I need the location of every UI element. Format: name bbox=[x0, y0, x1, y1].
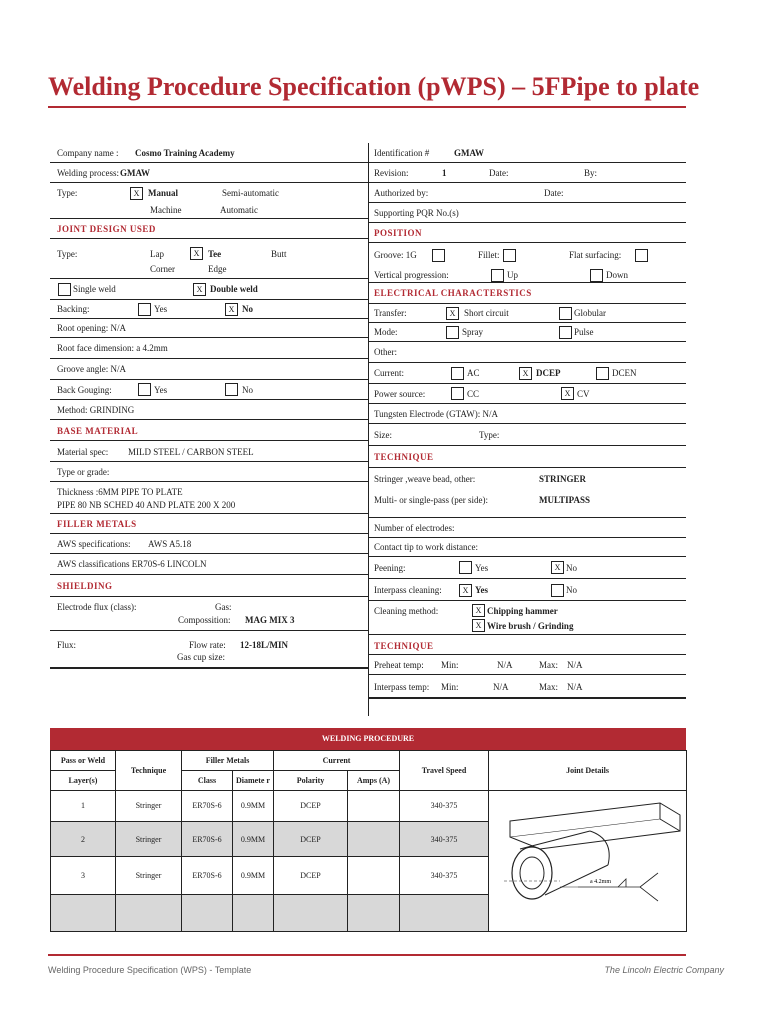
cv-label: CV bbox=[577, 389, 590, 399]
stringer-label: Stringer ,weave bead, other: bbox=[374, 474, 476, 484]
globular-checkbox[interactable] bbox=[559, 307, 572, 320]
current-label: Current: bbox=[374, 368, 404, 378]
interpass-temp-label: Interpass temp: bbox=[374, 682, 430, 692]
cell-pass[interactable]: 2 bbox=[51, 821, 116, 856]
electrode-flux-row bbox=[50, 597, 368, 631]
ac-label: AC bbox=[467, 368, 480, 378]
technique2-section-title: TECHNIQUE bbox=[374, 641, 434, 651]
transfer-label: Transfer: bbox=[374, 308, 407, 318]
authorized-label: Authorized by: bbox=[374, 188, 429, 198]
flux-label: Flux: bbox=[57, 640, 77, 650]
joint-section-row bbox=[50, 219, 368, 239]
cell-travel[interactable]: 340-375 bbox=[400, 857, 489, 894]
flow-rate-value[interactable]: 12-18L/MIN bbox=[240, 640, 288, 650]
power-source-row bbox=[369, 384, 686, 404]
size-label: Size: bbox=[374, 430, 392, 440]
dcep-checkbox[interactable]: X bbox=[519, 367, 532, 380]
peening-yes-label: Yes bbox=[475, 563, 489, 573]
tee-label: Tee bbox=[208, 249, 222, 259]
cell-technique[interactable]: Stringer bbox=[116, 791, 182, 822]
chipping-label: Chipping hammer bbox=[487, 606, 558, 616]
ident-value[interactable]: GMAW bbox=[454, 148, 484, 158]
machine-label: Machine bbox=[150, 205, 182, 215]
base-section-title: BASE MATERIAL bbox=[57, 426, 139, 436]
cell-pass[interactable] bbox=[51, 894, 116, 931]
tungsten-row bbox=[369, 404, 686, 424]
company-label: Company name : bbox=[57, 148, 119, 158]
material-spec-label: Material spec: bbox=[57, 447, 109, 457]
cell-diameter[interactable]: 0.9MM bbox=[233, 857, 274, 894]
gas-label: Gas: bbox=[215, 602, 232, 612]
up-checkbox[interactable] bbox=[491, 269, 504, 282]
cell-technique[interactable] bbox=[116, 894, 182, 931]
revision-value[interactable]: 1 bbox=[442, 168, 447, 178]
pulse-label: Pulse bbox=[574, 327, 594, 337]
cc-label: CC bbox=[467, 389, 480, 399]
cell-amps[interactable] bbox=[348, 857, 400, 894]
backing-no-label: No bbox=[242, 304, 253, 314]
revision-date-label: Date: bbox=[489, 168, 509, 178]
short-circuit-label: Short circuit bbox=[464, 308, 509, 318]
backing-row bbox=[50, 300, 368, 319]
pulse-checkbox[interactable] bbox=[559, 326, 572, 339]
interpass-row bbox=[369, 579, 686, 601]
material-spec-value[interactable]: MILD STEEL / CARBON STEEL bbox=[128, 447, 254, 457]
cell-travel[interactable]: 340-375 bbox=[400, 791, 489, 822]
flat-surfacing-label: Flat surfacing: bbox=[569, 250, 622, 260]
cell-pass[interactable]: 1 bbox=[51, 791, 116, 822]
root-opening-row bbox=[50, 319, 368, 338]
table-row bbox=[51, 791, 687, 822]
pqr-label: Supporting PQR No.(s) bbox=[374, 208, 459, 218]
title-divider bbox=[48, 106, 686, 108]
technique2-section-row bbox=[369, 635, 686, 655]
gouging-yes-label: Yes bbox=[154, 385, 168, 395]
shielding-section-title: SHIELDING bbox=[57, 581, 113, 591]
process-value[interactable]: GMAW bbox=[120, 168, 150, 178]
semi-auto-label: Semi-automatic bbox=[222, 188, 279, 198]
cell-travel[interactable]: 340-375 bbox=[400, 821, 489, 856]
fillet-checkbox[interactable] bbox=[503, 249, 516, 262]
interpass-min-label: Min: bbox=[441, 682, 459, 692]
by-label: By: bbox=[584, 168, 598, 178]
welding-procedure bbox=[50, 728, 686, 932]
root-opening: Root opening: N/A bbox=[57, 323, 126, 333]
lap-label: Lap bbox=[150, 249, 164, 259]
joint-detail-diagram bbox=[490, 791, 686, 929]
backing-yes-checkbox[interactable] bbox=[138, 303, 151, 316]
ident-label: Identification # bbox=[374, 148, 430, 158]
cell-class[interactable]: ER70S-6 bbox=[182, 857, 233, 894]
left-column bbox=[50, 143, 368, 716]
ident-row bbox=[369, 143, 686, 163]
chipping-checkbox[interactable]: X bbox=[472, 604, 485, 617]
cv-checkbox[interactable]: X bbox=[561, 387, 574, 400]
gouging-no-checkbox[interactable] bbox=[225, 383, 238, 396]
double-weld-checkbox[interactable]: X bbox=[193, 283, 206, 296]
header-row-1 bbox=[51, 751, 687, 771]
cell-amps[interactable] bbox=[348, 791, 400, 822]
cell-amps[interactable] bbox=[348, 821, 400, 856]
header-polarity: Polarity bbox=[274, 771, 348, 791]
multi-pass-label: Multi- or single-pass (per side): bbox=[374, 495, 488, 505]
joint-section-title: JOINT DESIGN USED bbox=[57, 224, 156, 234]
gouging-no-label: No bbox=[242, 385, 253, 395]
joint-type-row bbox=[50, 239, 368, 279]
spray-label: Spray bbox=[462, 327, 483, 337]
multi-pass-value[interactable]: MULTIPASS bbox=[539, 495, 591, 505]
ac-checkbox[interactable] bbox=[451, 367, 464, 380]
cell-diameter[interactable]: 0.9MM bbox=[233, 821, 274, 856]
flow-rate-label: Flow rate: bbox=[189, 640, 226, 650]
header-technique: Technique bbox=[116, 751, 182, 791]
preheat-row bbox=[369, 655, 686, 675]
mode-label: Mode: bbox=[374, 327, 398, 337]
dcen-checkbox[interactable] bbox=[596, 367, 609, 380]
type-grade-label: Type or grade: bbox=[57, 467, 110, 477]
method-row bbox=[50, 400, 368, 420]
backing-label: Backing: bbox=[57, 304, 90, 314]
peening-no-checkbox[interactable]: X bbox=[551, 561, 564, 574]
interpass-temp-row bbox=[369, 675, 686, 699]
joint-details-cell bbox=[489, 791, 687, 932]
thickness-row bbox=[50, 482, 368, 514]
contact-tip-row bbox=[369, 538, 686, 557]
procedure-heading: WELDING PROCEDURE bbox=[50, 728, 686, 750]
num-electrodes-row bbox=[369, 518, 686, 538]
aws-spec-row bbox=[50, 534, 368, 554]
flux-row bbox=[50, 631, 368, 669]
revision-row bbox=[369, 163, 686, 183]
process-row bbox=[50, 163, 368, 183]
cell-polarity[interactable]: DCEP bbox=[274, 791, 348, 822]
position-row bbox=[369, 243, 686, 283]
preheat-label: Preheat temp: bbox=[374, 660, 424, 670]
type-label: Type: bbox=[57, 188, 78, 198]
position-section-row bbox=[369, 223, 686, 243]
peening-yes-checkbox[interactable] bbox=[459, 561, 472, 574]
vertical-label: Vertical progression: bbox=[374, 270, 449, 280]
procedure-table bbox=[50, 750, 687, 932]
root-face: Root face dimension: a 4.2mm bbox=[57, 343, 168, 353]
interpass-no-checkbox[interactable] bbox=[551, 584, 564, 597]
header-pass: Pass or Weld bbox=[51, 751, 116, 771]
cell-amps[interactable] bbox=[348, 894, 400, 931]
authorized-date-label: Date: bbox=[544, 188, 564, 198]
method: Method: GRINDING bbox=[57, 405, 135, 415]
up-label: Up bbox=[507, 270, 518, 280]
electrical-section-row bbox=[369, 283, 686, 304]
footer-template-label: Welding Procedure Specification (WPS) - Template bbox=[48, 965, 252, 975]
cell-polarity[interactable]: DCEP bbox=[274, 857, 348, 894]
groove-checkbox[interactable] bbox=[432, 249, 445, 262]
preheat-max-label: Max: bbox=[539, 660, 558, 670]
joint-dimension-label: a 4.2mm bbox=[589, 879, 611, 885]
gas-cup-label: Gas cup size: bbox=[177, 652, 225, 662]
technique-section-row bbox=[369, 446, 686, 468]
composition-value[interactable]: MAG MIX 3 bbox=[245, 615, 295, 625]
cell-polarity[interactable]: DCEP bbox=[274, 821, 348, 856]
footer-company: The Lincoln Electric Company bbox=[604, 965, 724, 975]
electrical-section-title: ELECTRICAL CHARACTERSTICS bbox=[374, 288, 532, 298]
num-electrodes-label: Number of electrodes: bbox=[374, 523, 455, 533]
backing-yes-label: Yes bbox=[154, 304, 168, 314]
aws-class: AWS classifications ER70S-6 LINCOLN bbox=[57, 559, 207, 569]
header-filler: Filler Metals bbox=[182, 751, 274, 771]
peening-no-label: No bbox=[566, 563, 577, 573]
flat-surfacing-checkbox[interactable] bbox=[635, 249, 648, 262]
fillet-label: Fillet: bbox=[478, 250, 500, 260]
cell-pass[interactable]: 3 bbox=[51, 857, 116, 894]
butt-label: Butt bbox=[271, 249, 287, 259]
interpass-yes-label: Yes bbox=[475, 585, 488, 595]
pqr-row bbox=[369, 203, 686, 223]
preheat-min-label: Min: bbox=[441, 660, 459, 670]
interpass-max-value[interactable]: N/A bbox=[567, 682, 583, 692]
backing-no-checkbox[interactable]: X bbox=[225, 303, 238, 316]
composition-label: Compossition: bbox=[178, 615, 231, 625]
header-current: Current bbox=[274, 751, 400, 771]
process-label: Welding process: bbox=[57, 168, 120, 178]
cc-checkbox[interactable] bbox=[451, 387, 464, 400]
preheat-max-value[interactable]: N/A bbox=[567, 660, 583, 670]
shielding-section-row bbox=[50, 575, 368, 597]
thickness-line-1: Thickness :6MM PIPE TO PLATE bbox=[57, 487, 183, 497]
current-row bbox=[369, 363, 686, 384]
wire-brush-checkbox[interactable]: X bbox=[472, 619, 485, 632]
page-title: Welding Procedure Specification (pWPS) – 5FPipe to plate bbox=[48, 72, 700, 101]
aws-spec-value[interactable]: AWS A5.18 bbox=[148, 539, 192, 549]
filler-section-title: FILLER METALS bbox=[57, 519, 137, 529]
groove-angle-row bbox=[50, 359, 368, 380]
other-row bbox=[369, 342, 686, 363]
aws-spec-label: AWS specifications: bbox=[57, 539, 131, 549]
spray-checkbox[interactable] bbox=[446, 326, 459, 339]
joint-type-label: Type: bbox=[57, 249, 78, 259]
cell-technique[interactable]: Stringer bbox=[116, 857, 182, 894]
globular-label: Globular bbox=[574, 308, 606, 318]
thickness-line-2: PIPE 80 NB SCHED 40 AND PLATE 200 X 200 bbox=[57, 500, 236, 510]
dcep-label: DCEP bbox=[536, 368, 561, 378]
manual-label: Manual bbox=[148, 188, 179, 198]
size-type-label: Type: bbox=[479, 430, 500, 440]
authorized-row bbox=[369, 183, 686, 203]
transfer-row bbox=[369, 304, 686, 323]
size-row bbox=[369, 424, 686, 446]
wps-form bbox=[50, 143, 685, 716]
interpass-no-label: No bbox=[566, 585, 577, 595]
cell-diameter[interactable] bbox=[233, 894, 274, 931]
footer-divider bbox=[48, 954, 686, 956]
single-weld-label: Single weld bbox=[73, 284, 116, 294]
header-class: Class bbox=[182, 771, 233, 791]
back-gouging-row bbox=[50, 380, 368, 400]
groove-label: Groove: 1G bbox=[374, 250, 417, 260]
cleaning-label: Cleaning method: bbox=[374, 606, 439, 616]
tungsten-label: Tungsten Electrode (GTAW): N/A bbox=[374, 409, 498, 419]
material-spec-row bbox=[50, 441, 368, 462]
edge-label: Edge bbox=[208, 264, 227, 274]
tee-checkbox[interactable]: X bbox=[190, 247, 203, 260]
filler-section-row bbox=[50, 514, 368, 534]
groove-angle: Groove angle: N/A bbox=[57, 364, 126, 374]
gouging-yes-checkbox[interactable] bbox=[138, 383, 151, 396]
company-value[interactable]: Cosmo Training Academy bbox=[135, 148, 235, 158]
header-layers: Layer(s) bbox=[51, 771, 116, 791]
cleaning-row bbox=[369, 601, 686, 635]
cell-technique[interactable]: Stringer bbox=[116, 821, 182, 856]
weld-type-row bbox=[50, 279, 368, 300]
header-travel: Travel Speed bbox=[400, 751, 489, 791]
interpass-min-value[interactable]: N/A bbox=[493, 682, 509, 692]
preheat-min-value[interactable]: N/A bbox=[497, 660, 513, 670]
other-label: Other: bbox=[374, 347, 397, 357]
corner-label: Corner bbox=[150, 264, 175, 274]
company-row bbox=[50, 143, 368, 163]
position-section-title: POSITION bbox=[374, 228, 423, 238]
single-weld-checkbox[interactable] bbox=[58, 283, 71, 296]
interpass-yes-checkbox[interactable]: X bbox=[459, 584, 472, 597]
root-face-row bbox=[50, 338, 368, 359]
interpass-label: Interpass cleaning: bbox=[374, 585, 442, 595]
cell-class[interactable] bbox=[182, 894, 233, 931]
mode-row bbox=[369, 323, 686, 342]
stringer-value[interactable]: STRINGER bbox=[539, 474, 587, 484]
interpass-max-label: Max: bbox=[539, 682, 558, 692]
dcen-label: DCEN bbox=[612, 368, 637, 378]
header-amps: Amps (A) bbox=[348, 771, 400, 791]
right-column bbox=[368, 143, 686, 716]
double-weld-label: Double weld bbox=[210, 284, 258, 294]
peening-label: Peening: bbox=[374, 563, 406, 573]
back-gouging-label: Back Gouging: bbox=[57, 385, 112, 395]
wire-brush-label: Wire brush / Grinding bbox=[487, 621, 574, 631]
peening-row bbox=[369, 557, 686, 579]
technique-section-title: TECHNIQUE bbox=[374, 452, 434, 462]
down-checkbox[interactable] bbox=[590, 269, 603, 282]
cell-class[interactable]: ER70S-6 bbox=[182, 821, 233, 856]
stringer-row bbox=[369, 468, 686, 518]
cell-travel[interactable] bbox=[400, 894, 489, 931]
header-joint: Joint Details bbox=[489, 751, 687, 791]
revision-label: Revision: bbox=[374, 168, 409, 178]
base-section-row bbox=[50, 420, 368, 441]
cell-polarity[interactable] bbox=[274, 894, 348, 931]
electrode-flux-label: Electrode flux (class): bbox=[57, 602, 137, 612]
header-diameter: Diamete r bbox=[233, 771, 274, 791]
aws-class-row bbox=[50, 554, 368, 575]
down-label: Down bbox=[606, 270, 628, 280]
contact-tip-label: Contact tip to work distance: bbox=[374, 542, 478, 552]
automatic-label: Automatic bbox=[220, 205, 258, 215]
type-row bbox=[50, 183, 368, 219]
type-grade-row bbox=[50, 462, 368, 482]
manual-checkbox[interactable]: X bbox=[130, 187, 143, 200]
cell-class[interactable]: ER70S-6 bbox=[182, 791, 233, 822]
power-source-label: Power source: bbox=[374, 389, 426, 399]
cell-diameter[interactable]: 0.9MM bbox=[233, 791, 274, 822]
short-circuit-checkbox[interactable]: X bbox=[446, 307, 459, 320]
